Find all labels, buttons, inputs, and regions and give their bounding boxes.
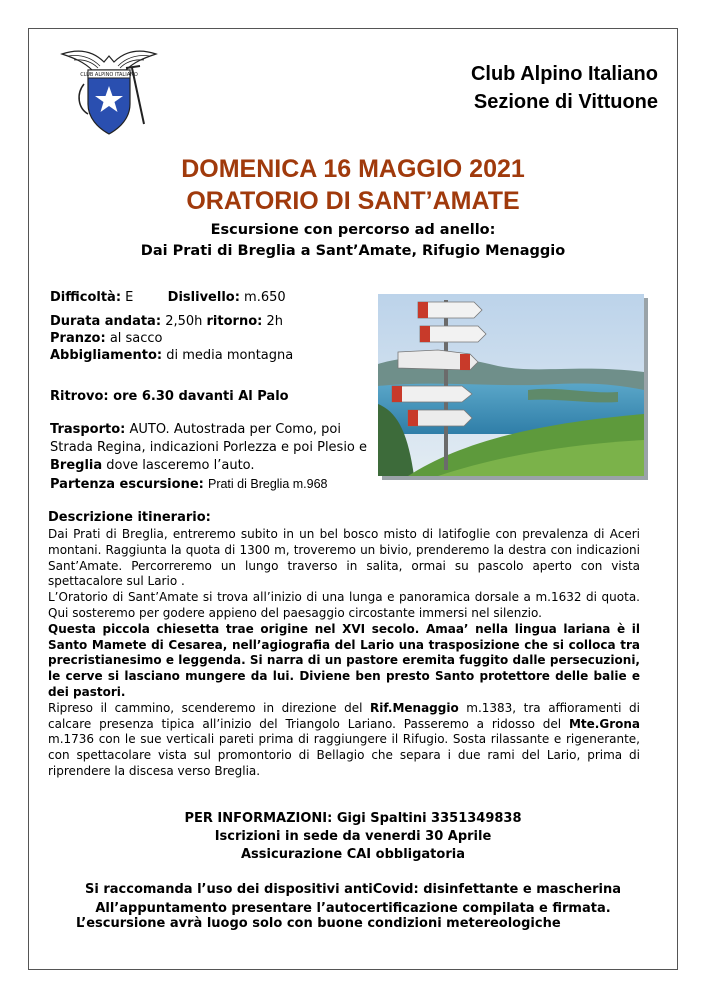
description-paragraph-1: Dai Prati di Breglia, entreremo subito in un bel bosco misto di latifoglie con prevalenza di Aceri montani. Raggiunta la quota di 1300 m, troveremo un bivio, prenderemo la destra con indicazioni Sant’Amate. Percorreremo un lungo traverso in salita, ormai su pascolo aperto con vista spettacalore sul Lario . (48, 527, 640, 589)
note-line-2: All’appuntamento presentare l’autocertificazione compilata e firmata. (95, 901, 611, 916)
p4-text-c: m.1383, tra affioramenti di calcare presenza tipica all’inizio del Triangolo Lariano. Passeremo a ridosso del (48, 700, 640, 731)
partenza-value: Prati di Breglia m.968 (207, 477, 328, 491)
cai-logo (60, 44, 158, 140)
difficolta-value: E (125, 290, 134, 305)
lake-signpost-photo (378, 294, 648, 480)
durata-row (50, 313, 283, 330)
ritorno-label: ritorno: (206, 314, 263, 329)
p4-mte-grona: Mte.Grona (568, 716, 640, 731)
abbigliamento-row (50, 347, 293, 364)
note-line-3: L’escursione avrà luogo solo con buone condizioni metereologiche (76, 916, 561, 931)
p4-text-e: m.1736 con le sue verticali pareti prima di raggiungere il Rifugio. Sosta rilassante e rigenerante, con spettacolare vista sul promontorio di Bellagio che separa i due rami del Lario, prima di riprendere la discesa verso Breglia. (48, 732, 640, 778)
durata-value: 2,50h (165, 314, 203, 329)
partenza-label: Partenza escursione: (50, 477, 204, 492)
ritrovo: Ritrovo: ore 6.30 davanti Al Palo (50, 389, 289, 404)
pranzo-value: al sacco (109, 331, 163, 346)
trasporto-text-1: AUTO. Autostrada per Como, poi Strada Regina, indicazioni Porlezza e poi Plesio e (50, 422, 368, 455)
trasporto-bold: Breglia (50, 458, 103, 473)
event-subtitle-1: Escursione con percorso ad anello: (210, 222, 496, 238)
club-line-2: Sezione di Vittuone (473, 91, 658, 113)
club-line-1: Club Alpino Italiano (470, 63, 658, 85)
info-line-1: PER INFORMAZIONI: Gigi Spaltini 3351349838 (184, 811, 522, 826)
description-paragraph-2: L’Oratorio di Sant’Amate si trova all’inizio di una lunga e panoramica dorsale a m.1632 di quota. Qui sosteremo per godere appieno del paesaggio circostante immersi nel silenzio. (48, 590, 640, 620)
p4-rif-menaggio: Rif.Menaggio (369, 700, 459, 715)
trasporto-text-2: dove lasceremo l’auto. (106, 458, 255, 473)
note-line-1: Si raccomanda l’uso dei dispositivi antiCovid: disinfettante e mascherina (85, 882, 621, 897)
durata-label: Durata andata: (50, 314, 162, 329)
ritorno-value: 2h (266, 314, 283, 329)
trasporto-label: Trasporto: (50, 422, 126, 437)
description-paragraph-3: Questa piccola chiesetta trae origine nel XVI secolo. Amaa’ nella lingua lariana è il Santo Mamete di Cesarea, nell’agiografia del Lario una trasposizione che si colloca tra precristianesimo e leggenda. Si narra di un pastore eremita fuggito dalle persecuzioni, le cerve si lasciano mungere da lui. Diviene ben presto Santo protettore delle balie e dei pastori. (48, 621, 640, 699)
info-line-2: Iscrizioni in sede da venerdi 30 Aprile (214, 829, 492, 844)
description-heading: Descrizione itinerario: (48, 510, 211, 525)
pranzo-row (50, 330, 163, 347)
club-name (471, 60, 658, 116)
abbigliamento-label: Abbigliamento: (50, 348, 163, 363)
difficulty-row (50, 289, 286, 306)
p4-text-a: Ripreso il cammino, scenderemo in direzione del (48, 700, 363, 715)
description-paragraph-4 (48, 701, 640, 780)
dislivello-value: m.650 (244, 290, 286, 305)
description-body (48, 527, 640, 780)
dislivello-label: Dislivello: (167, 290, 240, 305)
event-subtitle-2: Dai Prati di Breglia a Sant’Amate, Rifugio Menaggio (140, 243, 566, 259)
difficolta-label: Difficoltà: (50, 290, 122, 305)
pranzo-label: Pranzo: (50, 331, 106, 346)
info-line-3: Assicurazione CAI obbligatoria (241, 847, 465, 862)
event-name: ORATORIO DI SANT’AMATE (186, 187, 520, 215)
event-date: DOMENICA 16 MAGGIO 2021 (181, 155, 525, 183)
trasporto-block (50, 421, 370, 494)
abbigliamento-value: di media montagna (166, 348, 294, 363)
logo-text: CLUB ALPINO ITALIANO (80, 72, 138, 78)
